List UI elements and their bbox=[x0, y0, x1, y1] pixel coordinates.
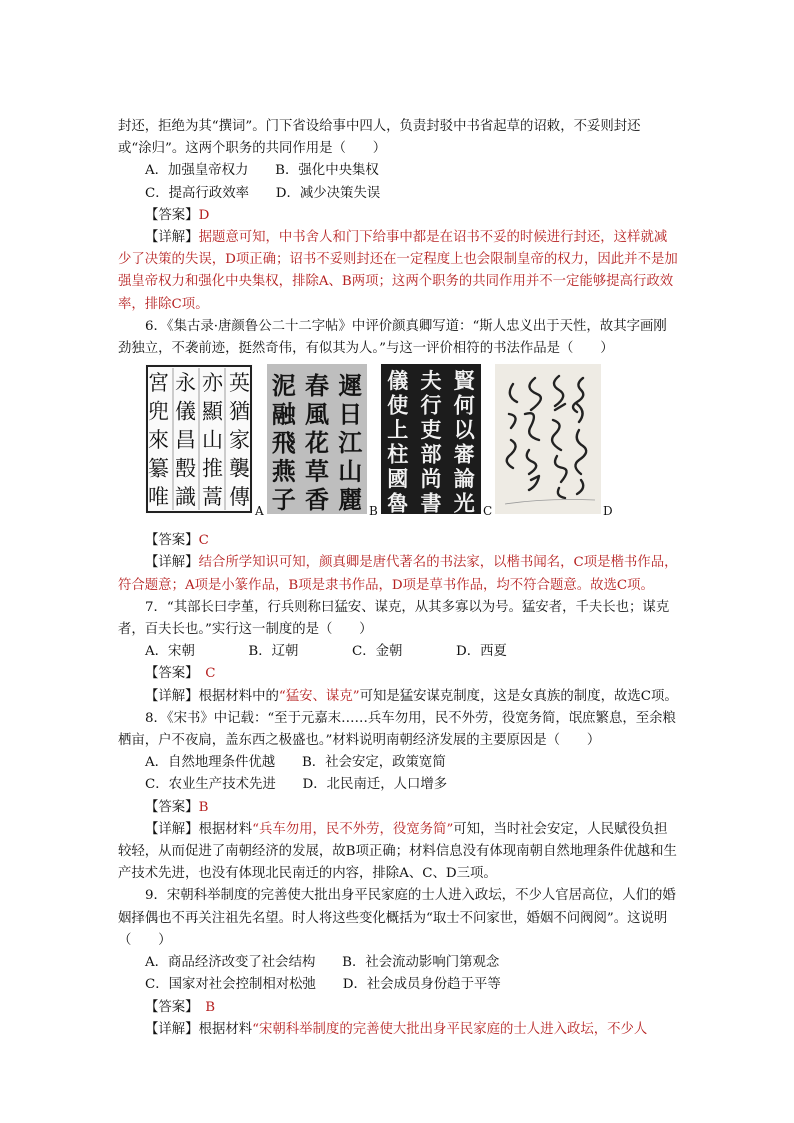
q6-answer bbox=[118, 530, 678, 552]
explain-tag: 【详解】 bbox=[145, 555, 199, 571]
calligraphy-character: 草 bbox=[305, 456, 329, 486]
q8-options-cd: C．农业生产技术先进 D．北民南迁，人口增多 bbox=[145, 777, 448, 793]
calligraphy-image-a bbox=[145, 364, 253, 514]
image-label-b: B bbox=[369, 504, 378, 519]
calligraphy-character: 襲 bbox=[229, 456, 250, 481]
calligraphy-character: 燕 bbox=[271, 456, 296, 486]
calligraphy-character: 泥 bbox=[271, 371, 296, 401]
calligraphy-character: 亦 bbox=[202, 371, 223, 396]
calligraphy-character: 香 bbox=[305, 485, 329, 515]
q7-options: A．宋朝 B．辽朝 C．金朝 D．西夏 bbox=[145, 644, 507, 660]
answer-tag: 【答案】 bbox=[145, 666, 192, 682]
clerical-script-image bbox=[267, 364, 367, 514]
explain-tag: 【详解】 bbox=[145, 230, 199, 246]
answer-value: C bbox=[198, 533, 209, 549]
answer-tag: 【答案】 bbox=[145, 999, 192, 1015]
calligraphy-character: 何 bbox=[453, 392, 475, 418]
q7-stem: 7．“其部长曰孛堇，行兵则称曰猛安、谋克，从其多寡以为号。猛安者，千夫长也；谋克者，百夫长也。”实行这一制度的是（ ） bbox=[118, 599, 670, 638]
q8-explanation bbox=[118, 819, 678, 886]
calligraphy-character: 春 bbox=[305, 371, 329, 401]
calligraphy-character: 傳 bbox=[229, 485, 250, 510]
answer-value: D bbox=[198, 207, 210, 223]
explain-text: 根据材料中的 bbox=[198, 688, 279, 704]
image-label-d: D bbox=[603, 504, 613, 519]
calligraphy-character: 以 bbox=[453, 417, 475, 443]
explain-text: 据题意可知，中书舍人和门下给事中都是在诏书不妥的时候进行封还，这样就减少了决策的失误，D项正确；诏书不妥则封还在一定程度上也会限制皇帝的权力，因此并不是加强皇帝权力和强化中央集权，排除A、B两项；这两个职务的共同作用并不一定能够提高行政效率，排除C项。 bbox=[118, 230, 678, 312]
calligraphy-character: 使 bbox=[387, 392, 409, 418]
seal-script-image bbox=[145, 364, 253, 514]
q6-stem: 6．《集古录·唐颜鲁公二十二字帖》中评价颜真卿写道：“斯人忠义出于天性，故其字画刚劲独立，不袭前迹，挺然奇伟，有似其为人。”与这一评价相符的书法作品是（ ） bbox=[118, 318, 667, 357]
calligraphy-character: 柱 bbox=[387, 441, 409, 467]
calligraphy-character: 論 bbox=[453, 466, 475, 492]
answer-value: B bbox=[198, 799, 209, 815]
calligraphy-character: 書 bbox=[420, 490, 442, 515]
answer-tag: 【答案】 bbox=[145, 207, 199, 223]
calligraphy-character: 山 bbox=[338, 456, 363, 486]
explain-quote: “猛安、谋克” bbox=[278, 688, 360, 704]
calligraphy-character: 唯 bbox=[148, 485, 169, 510]
q5-options-ab: A．加强皇帝权力 B．强化中央集权 bbox=[145, 163, 379, 179]
calligraphy-character: 行 bbox=[420, 392, 442, 418]
q9-answer bbox=[118, 997, 678, 1019]
q5-answer bbox=[118, 205, 678, 227]
calligraphy-character: 吏 bbox=[420, 417, 442, 443]
answer-value: B bbox=[191, 999, 216, 1015]
calligraphy-character: 家 bbox=[229, 428, 250, 453]
explain-quote: “宋朝科举制度的完善使大批出身平民家庭的士人进入政坛，不少人 bbox=[252, 1021, 648, 1037]
calligraphy-character: 永 bbox=[175, 371, 196, 396]
q9-stem: 9．宋朝科举制度的完善使大批出身平民家庭的士人进入政坛，不少人官居高位，人们的婚姻择偶也不再关注祖先名望。时人将这些变化概括为“取士不问家世，婚姻不问阀阅”。这说明（ ） bbox=[118, 888, 676, 948]
regular-script-image bbox=[381, 364, 481, 514]
content-column bbox=[118, 116, 678, 1041]
q8-options-ab: A．自然地理条件优越 B．社会安定，政策宽简 bbox=[145, 755, 446, 771]
q9-options-ab: A．商品经济改变了社会结构 B．社会流动影响门第观念 bbox=[145, 955, 500, 971]
calligraphy-character: 花 bbox=[305, 428, 329, 458]
q9-options-cd: C．国家对社会控制相对松弛 D．社会成员身份趋于平等 bbox=[145, 977, 501, 993]
calligraphy-character: 儀 bbox=[387, 368, 409, 394]
calligraphy-character: 融 bbox=[271, 399, 296, 429]
calligraphy-character: 審 bbox=[453, 441, 475, 467]
q6-explanation bbox=[118, 552, 678, 596]
explain-tag: 【详解】 bbox=[145, 821, 199, 837]
calligraphy-image-b bbox=[267, 364, 367, 514]
calligraphy-character: 儀 bbox=[175, 399, 196, 424]
calligraphy-character: 遲 bbox=[338, 371, 363, 401]
calligraphy-character: 日 bbox=[338, 399, 363, 429]
calligraphy-character: 英 bbox=[229, 371, 250, 396]
explain-tag: 【详解】 bbox=[145, 688, 199, 704]
calligraphy-character: 部 bbox=[420, 441, 442, 467]
calligraphy-character: 兜 bbox=[148, 399, 169, 424]
calligraphy-character: 風 bbox=[305, 399, 329, 429]
calligraphy-character: 昌 bbox=[175, 428, 196, 453]
calligraphy-character: 來 bbox=[148, 428, 169, 453]
calligraphy-character: 賢 bbox=[453, 368, 475, 394]
calligraphy-image-d bbox=[495, 364, 601, 514]
calligraphy-character: 宮 bbox=[148, 371, 169, 396]
calligraphy-character: 上 bbox=[387, 417, 409, 443]
calligraphy-character: 夫 bbox=[420, 368, 442, 394]
answer-value: C bbox=[191, 666, 216, 682]
calligraphy-character: 識 bbox=[175, 485, 196, 510]
explain-tag: 【详解】 bbox=[145, 1021, 199, 1037]
cursive-script-image bbox=[495, 364, 601, 514]
calligraphy-character: 子 bbox=[271, 485, 296, 515]
explain-text: 可知是猛安谋克制度，这是女真族的制度，故选C项。 bbox=[359, 688, 678, 704]
q7-answer bbox=[118, 663, 678, 685]
answer-tag: 【答案】 bbox=[145, 799, 199, 815]
q8-answer bbox=[118, 797, 678, 819]
explain-text: 根据材料 bbox=[198, 821, 253, 837]
answer-tag: 【答案】 bbox=[145, 533, 199, 549]
calligraphy-character: 飛 bbox=[271, 428, 296, 458]
calligraphy-character: 猶 bbox=[229, 399, 250, 424]
image-label-c: C bbox=[483, 504, 493, 519]
calligraphy-character: 蒿 bbox=[202, 485, 223, 510]
q5-explanation bbox=[118, 227, 678, 316]
explain-quote: “兵车勿用，民不外劳，役宽务简” bbox=[252, 821, 454, 837]
calligraphy-character: 江 bbox=[338, 428, 363, 458]
calligraphy-character: 麗 bbox=[338, 485, 363, 515]
explain-text: 根据材料 bbox=[198, 1021, 253, 1037]
q8-stem: 8．《宋书》中记载：“至于元嘉末……兵车勿用，民不外劳，役宽务简，氓庶繁息，至余粮栖亩，户不夜扃，盖东西之极盛也。”材料说明南朝经济发展的主要原因是（ ） bbox=[118, 710, 676, 749]
explain-text: 结合所学知识可知，颜真卿是唐代著名的书法家，以楷书闻名，C项是楷书作品，符合题意；A项是小篆作品，B项是隶书作品，D项是草书作品，均不符合题意。故选C项。 bbox=[118, 555, 678, 593]
calligraphy-character: 顯 bbox=[202, 399, 223, 424]
explain-text: 可知，当时社会安定，人民赋役负担较轻，从而促进了南朝经济的发展，故B项正确；材料信息没有体现南朝自然地理条件优越和生产技术先进，也没有体现北民南迁的内容，排除A、C、D三项。 bbox=[118, 821, 677, 882]
calligraphy-character: 推 bbox=[202, 456, 223, 481]
calligraphy-character: 纂 bbox=[148, 456, 169, 481]
q5-options-cd: C．提高行政效率 D．减少决策失误 bbox=[145, 185, 381, 201]
calligraphy-character: 尚 bbox=[420, 466, 442, 492]
calligraphy-character: 山 bbox=[202, 428, 223, 453]
calligraphy-character: 魯 bbox=[387, 490, 409, 515]
calligraphy-character: 光 bbox=[453, 490, 475, 515]
q9-explanation bbox=[118, 1019, 678, 1041]
calligraphy-figure bbox=[145, 364, 678, 524]
calligraphy-character: 國 bbox=[387, 466, 409, 492]
q7-explanation bbox=[118, 686, 678, 708]
image-label-a: A bbox=[255, 504, 264, 519]
q5-stem-line1: 封还，拒绝为其“撰词”。门下省设给事中四人，负责封驳中书省起草的诏敕，不妥则封还 bbox=[118, 119, 641, 134]
calligraphy-image-c bbox=[381, 364, 481, 514]
q5-stem-line2: 或“涂归”。这两个职务的共同作用是（ ） bbox=[118, 141, 387, 157]
calligraphy-character: 毄 bbox=[175, 456, 196, 481]
